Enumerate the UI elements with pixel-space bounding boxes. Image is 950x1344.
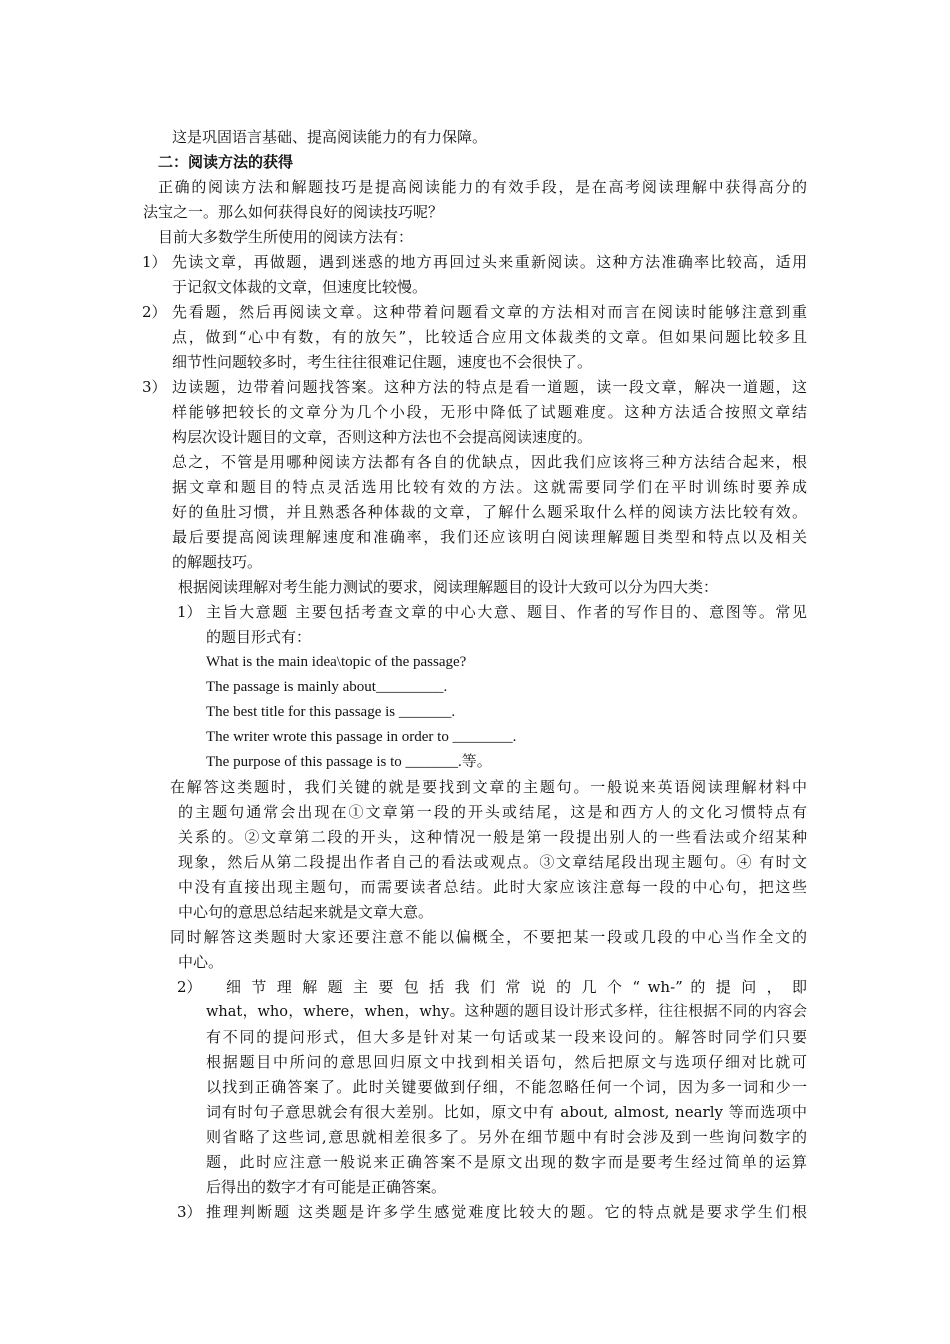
explain-line: 中心句的意思总结起来就是文章大意。 [178,903,434,921]
list-item-line: 于记叙文体裁的文章，但速度比较慢。 [172,278,428,296]
list-number: 2） [142,303,167,321]
example-question: What is the main idea\topic of the passage? [206,654,467,670]
list-number: 3） [142,378,167,396]
list-item-line: 构层次设计题目的文章，否则这种方法也不会提高阅读速度的。 [172,428,593,446]
type-item-line: 则省略了这些词,意思就相差很多了。另外在细节题中有时会涉及到一些询问数字的 [206,1128,807,1146]
summary-line: 好的鱼肚习惯，并且熟悉各种体裁的文章，了解什么题采取什么样的阅读方法比较有效。 [172,503,807,521]
explain-line: 在解答这类题时，我们关键的就是要找到文章的主题句。一般说来英语阅读理解材料中 [170,778,807,796]
type-item-line: 根据题目中所问的意思回归原文中找到相关语句，然后把原文与选项仔细对比就可 [206,1053,807,1071]
list-number: 2） [177,978,202,996]
section-title: 二：阅读方法的获得 [158,153,294,171]
example-question: The passage is mainly about_________. [206,679,448,695]
summary-line: 的解题技巧。 [172,553,263,571]
summary-line: 总之，不管是用哪种阅读方法都有各自的优缺点，因此我们应该将三种方法结合起来，根 [172,453,807,471]
explain-line: 关系的。②文章第二段的开头，这种情况一般是第一段提出别人的一些看法或介绍某种 [178,828,807,846]
type-item-line: 题，此时应注意一般说来正确答案不是原文出现的数字而是要考生经过简单的运算 [206,1153,807,1171]
list-number: 1） [177,603,202,621]
example-question: The best title for this passage is _______. [206,704,456,720]
type-item-line: 细 节 理 解 题 主 要 包 括 我 们 常 说 的 几 个 “ wh-” 的 提 问 ， 即 [226,978,807,996]
methods-intro: 目前大多数学生所使用的阅读方法有： [158,228,414,246]
list-item-line: 细节性问题较多时，考生往往很难记住题，速度也不会很快了。 [172,353,593,371]
note-line: 中心。 [178,953,224,971]
type-item-line: 推理判断题 这类题是许多学生感觉难度比较大的题。它的特点就是要求学生们根 [206,1203,807,1221]
example-question: The purpose of this passage is to _______.等。 [206,754,492,770]
list-item-line: 先看题，然后再阅读文章。这种带着问题看文章的方法相对而言在阅读时能够注意到重 [172,303,807,321]
explain-line: 现象，然后从第二段提出作者自己的看法或观点。③文章结尾段出现主题句。④ 有时文 [178,853,807,871]
type-item-line: 的题目形式有： [206,628,312,646]
list-item-line: 样能够把较长的文章分为几个小段，无形中降低了试题难度。这种方法适合按照文章结 [172,403,807,421]
example-question: The writer wrote this passage in order to ________. [206,729,517,745]
list-number: 1） [142,253,167,271]
note-line: 同时解答这类题时大家还要注意不能以偏概全，不要把某一段或几段的中心当作全文的 [170,928,807,946]
list-item-line: 点，做到“心中有数，有的放矢”，比较适合应用文体裁类的文章。但如果问题比较多且 [172,328,807,346]
explain-line: 的主题句通常会出现在①文章第一段的开头或结尾，这是和西方人的文化习惯特点有 [178,803,807,821]
list-number: 3） [177,1203,202,1221]
type-item-line: 后得出的数字才有可能是正确答案。 [206,1178,447,1196]
type-item-line: 主旨大意题 主要包括考查文章的中心大意、题目、作者的写作目的、意图等。常见 [206,603,807,621]
explain-line: 中没有直接出现主题句，而需要读者总结。此时大家应该注意每一段的中心句，把这些 [178,878,807,896]
type-item-line: 词有时句子意思就会有很大差别。比如，原文中有 about, almost, nearly 等而选项中 [206,1103,807,1121]
types-intro: 根据阅读理解对考生能力测试的要求，阅读理解题目的设计大致可以分为四大类： [178,578,719,596]
intro-tail-line: 这是巩固语言基础、提高阅读能力的有力保障。 [172,128,488,146]
summary-line: 最后要提高阅读理解速度和准确率，我们还应该明白阅读理解题目类型和特点以及相关 [172,528,807,546]
type-item-line: 以找到正确答案了。此时关键要做到仔细，不能忽略任何一个词，因为多一词和少一 [206,1078,807,1096]
paragraph-line: 正确的阅读方法和解题技巧是提高阅读能力的有效手段，是在高考阅读理解中获得高分的 [158,178,807,196]
type-item-line: what，who，where，when，why。这种题的题目设计形式多样，往往根据不同的内容会 [206,1004,807,1020]
list-item-line: 先读文章，再做题，遇到迷惑的地方再回过头来重新阅读。这种方法准确率比较高，适用 [172,253,807,271]
paragraph-line: 法宝之一。那么如何获得良好的阅读技巧呢？ [143,203,444,221]
summary-line: 据文章和题目的特点灵活选用比较有效的方法。这就需要同学们在平时训练时要养成 [172,478,807,496]
type-item-line: 有不同的提问形式，但大多是针对某一句话或某一段来设问的。解答时同学们只要 [206,1028,807,1046]
list-item-line: 边读题，边带着问题找答案。这种方法的特点是看一道题，读一段文章，解决一道题，这 [172,378,807,396]
